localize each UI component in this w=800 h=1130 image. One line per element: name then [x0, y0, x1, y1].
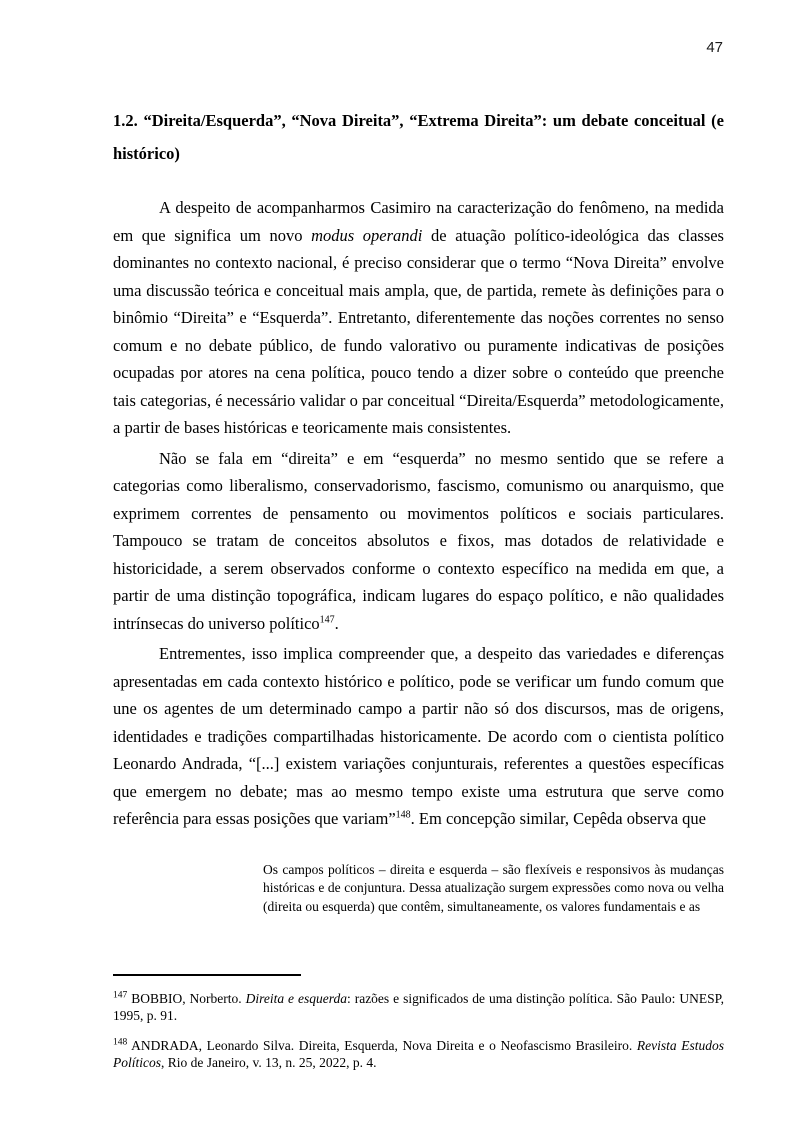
paragraph-2: Não se fala em “direita” e em “esquerda” no mesmo sentido que se refere a categorias como liberalismo, conservadorismo, fascismo, comunismo ou anarquismo, que exprimem correntes de pensamento ou movimentos políticos e sociais particulares. Tampouco se tratam de conceitos absolutos e fixos, mas dotados de relatividade e historicidade, a serem observados conforme o contexto específico na medida em que, a partir de uma distinção topográfica, indicam lugares do espaço político, e não qualidades intrínsecas do universo político$^{147}$.: [113, 448, 724, 633]
footnote-area: [113, 974, 724, 1071]
page-number: 47: [706, 39, 723, 56]
paragraph-3: Entrementes, isso implica compreender que, a despeito das variedades e diferenças apresentadas em cada contexto histórico e político, pode se verificar um fundo comum que une os agentes de um determinado campo a partir não só dos discursos, mas de origens, identidades e tradições compartilhadas historicamente. De acordo com o cientista político Leonardo Andrada, “[...] existem variações conjunturais, referentes a questões específicas que emergem no debate; mas ao mesmo tempo existe uma estrutura que serve como referência para essas posições que variam”$^{148}$. Em concepção similar, Cepêda observa que: [113, 644, 724, 828]
block-quote: Os campos políticos – direita e esquerda – são flexíveis e responsivos às mudanças históricas e de conjuntura. Dessa atualização surgem expressões como nova ou velha (direita ou esquerda) que contêm, simultaneamente, os valores fundamentais e as: [263, 861, 724, 914]
page-content: [113, 0, 724, 1085]
paragraph-1: A despeito de acompanharmos Casimiro na caracterização do fenômeno, na medida em que significa um novo modus operandi de atuação político-ideológica das classes dominantes no contexto nacional, é preciso considerar que o termo “Nova Direita” envolve uma discussão teórica e conceitual mais ampla, que, de partida, remete às definições para o binômio “Direita” e “Esquerda”. Entretanto, diferentemente das noções correntes no senso comum e no debate público, de fundo valorativo ou puramente indicativas de posições ocupadas por atores na cena política, pouco tendo a dizer sobre o conteúdo que preenche tais categorias, é necessário validar o par conceitual “Direita/Esquerda” metodologicamente, a partir de bases históricas e teoricamente mais consistentes.: [113, 198, 724, 437]
footnote-148: $^{148}$ ANDRADA, Leonardo Silva. Direita, Esquerda, Nova Direita e o Neofascismo Brasileiro. Revista Estudos Políticos, Rio de Janeiro, v. 13, n. 25, 2022, p. 4.: [113, 1037, 724, 1070]
footnote-separator: [113, 974, 301, 976]
section-heading: 1.2. “Direita/Esquerda”, “Nova Direita”, “Extrema Direita”: um debate conceitual (e histórico): [113, 111, 724, 163]
footnote-147: $^{147}$ BOBBIO, Norberto. Direita e esquerda: razões e significados de uma distinção política. São Paulo: UNESP, 1995, p. 91.: [113, 990, 724, 1023]
